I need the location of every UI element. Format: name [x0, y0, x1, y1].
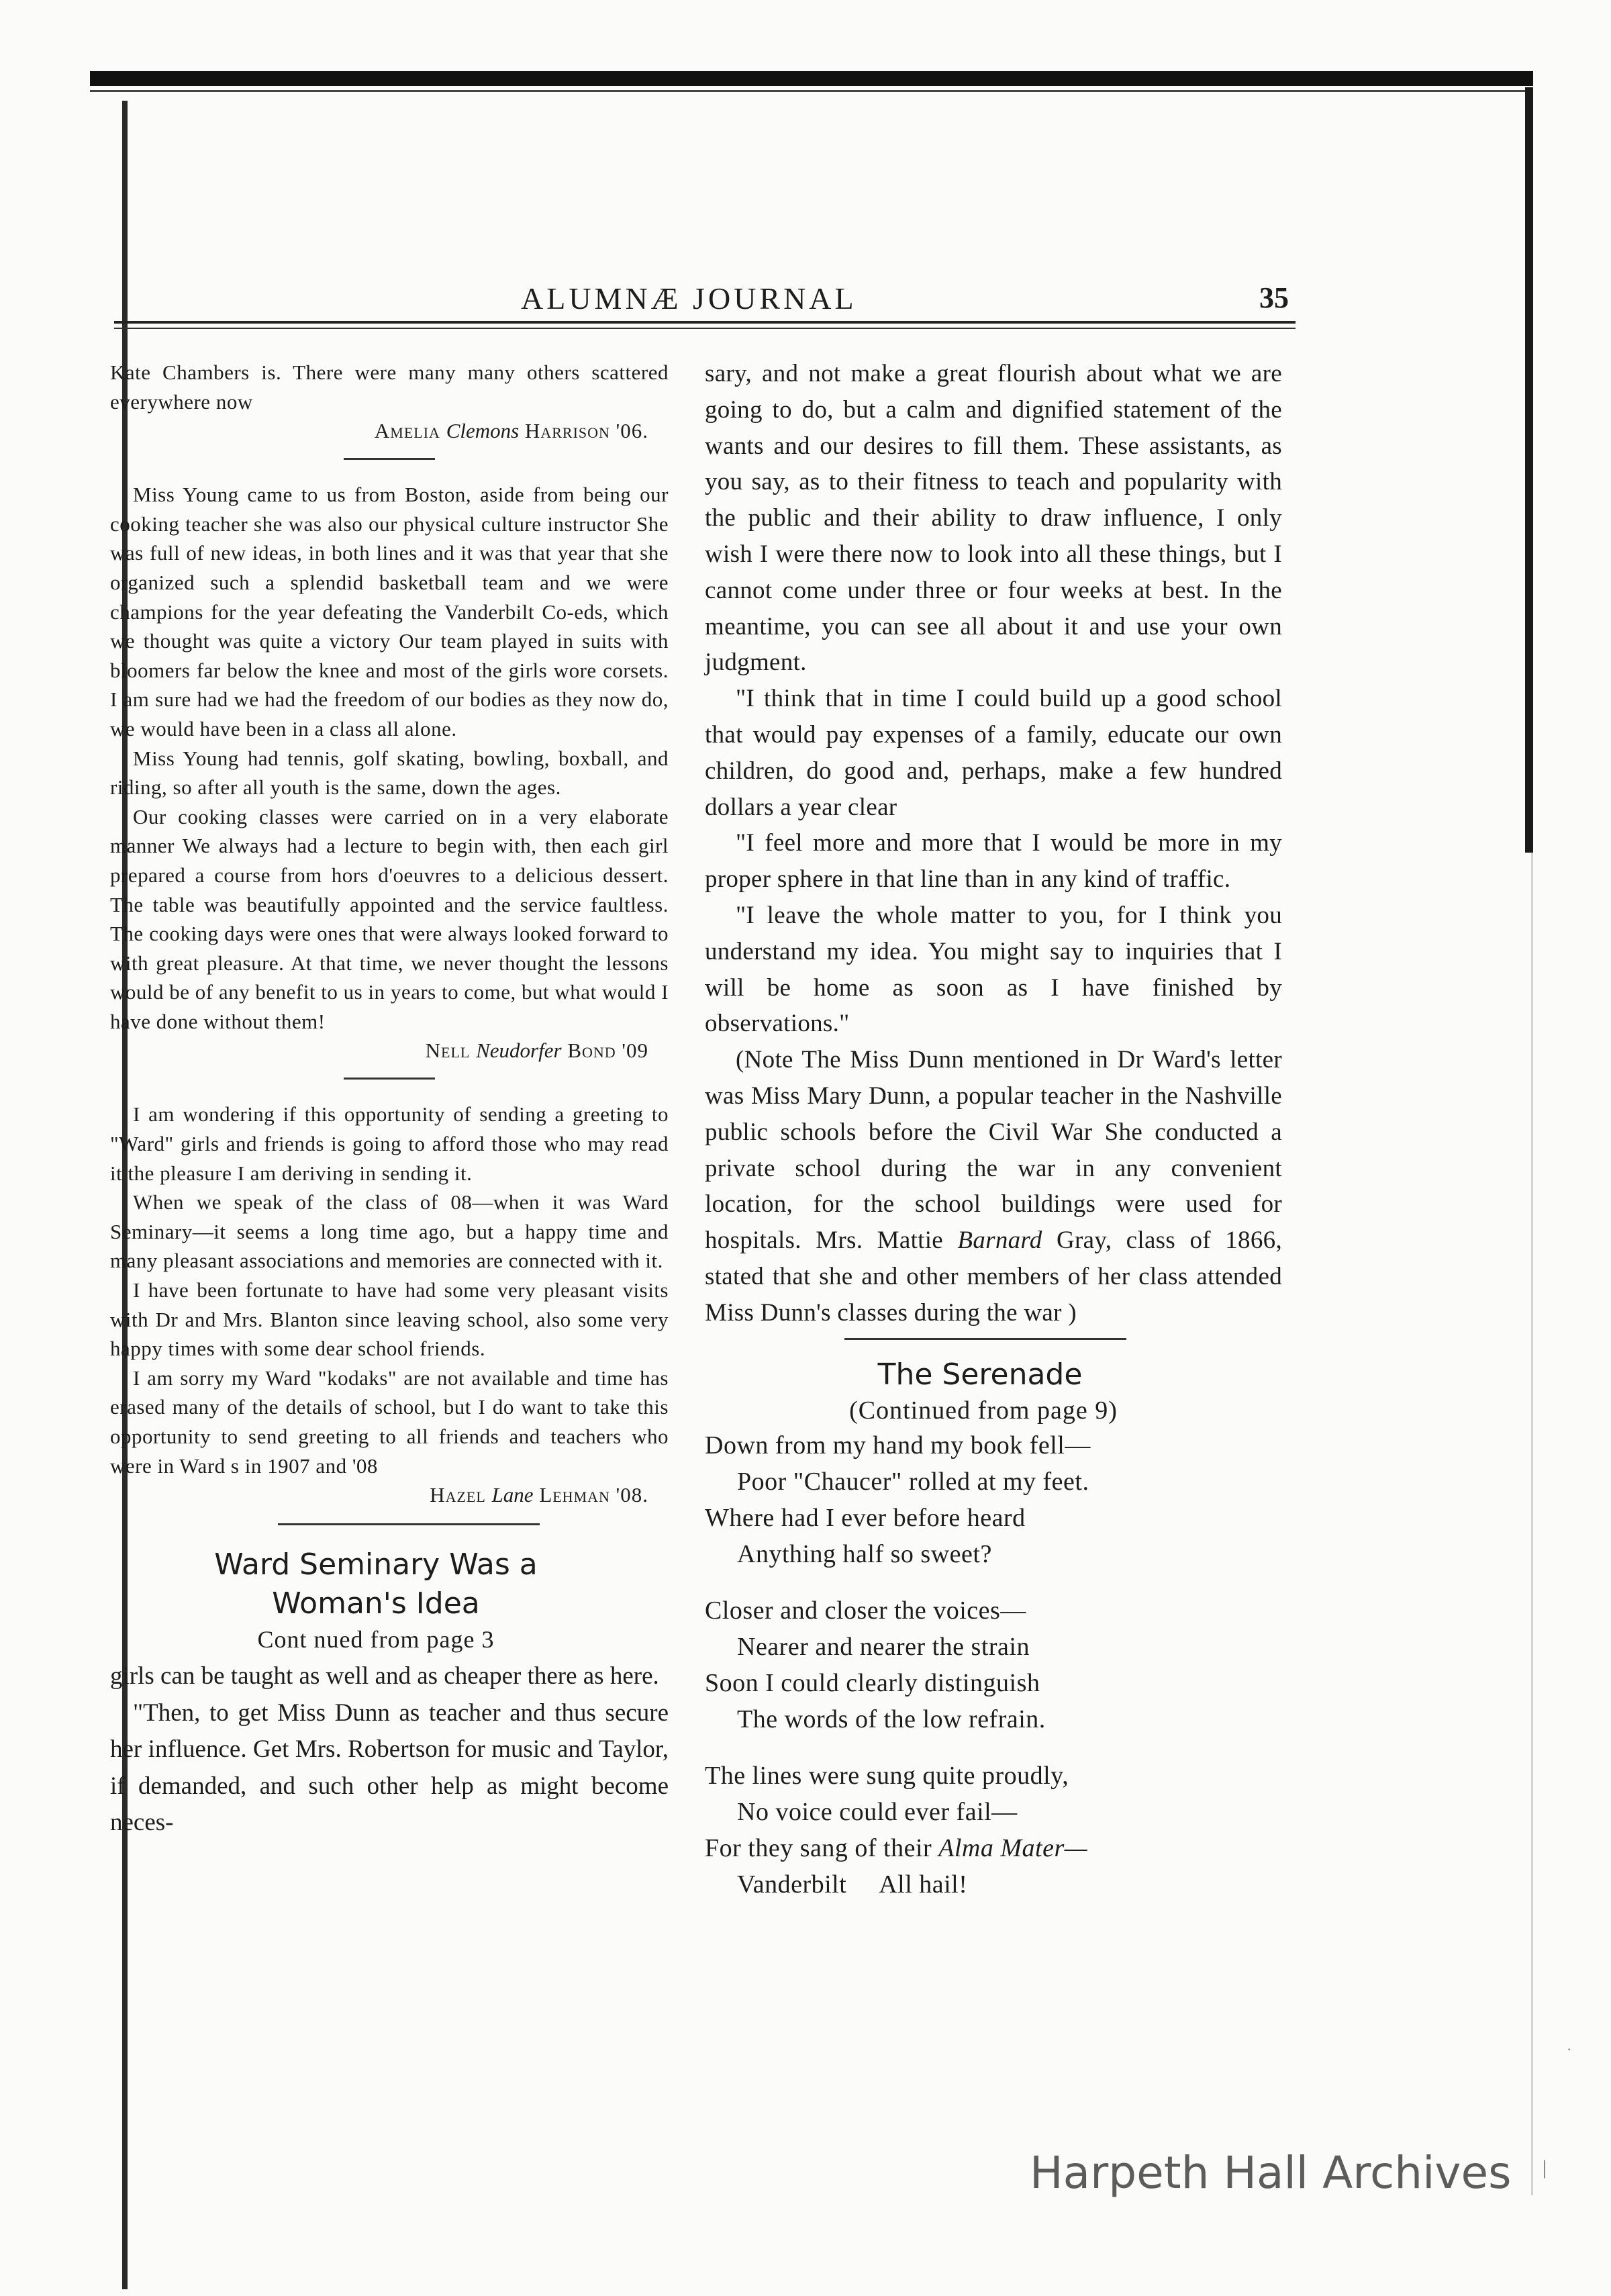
continued-note: Cont nued from page 3: [257, 1626, 495, 1654]
editor-note: (Note The Miss Dunn mentioned in Dr Ward's letter was Miss Mary Dunn, a popular teacher in the Nashville public schools before the Civil War She conducted a private school during the war in any convenient location, for the school buildings were used for hospitals. Mrs. Mattie Barnard Gray, class of 1866, stated that she and other members of her class attended Miss Dunn's classes during the war ): [705, 1046, 1282, 1327]
poem-line: Nearer and nearer the strain: [737, 1632, 1030, 1661]
article-paragraph: girls can be taught as well and as cheaper there as here.: [110, 1662, 659, 1690]
page-header: [114, 281, 1296, 321]
scan-mark: |: [1543, 2156, 1547, 2179]
article-paragraph: sary, and not make a great flourish about what we are going to do, but a calm and dignified statement of the wants and our desires to fill them. These assistants, as you say, as to their fitness to teach and popularity with the public and their ability to draw influence, I only wish I were there now to look into all these things, but I cannot come under three or four weeks at best. In the meantime, you can see all about it and use your own judgment.: [705, 360, 1282, 677]
header-rule: [114, 328, 1296, 329]
letter-paragraph: Kate Chambers is. There were many many others scattered everywhere now: [110, 361, 669, 414]
left-column: [110, 358, 669, 1841]
continued-note: (Continued from page 9): [849, 1396, 1118, 1425]
poem-line: Closer and closer the voices—: [705, 1596, 1026, 1625]
signature: Nell Neudorfer Bond '09: [425, 1039, 648, 1063]
letter-paragraph: Miss Young had tennis, golf skating, bowling, boxball, and riding, so after all youth is the same, down the ages.: [110, 746, 669, 800]
poem-line: Anything half so sweet?: [737, 1539, 992, 1568]
poem-stanza: [705, 1592, 1282, 1737]
article-paragraph: "I feel more and more that I would be more in my proper sphere in that line than in any kind of traffic.: [705, 829, 1282, 894]
poem-stanza: [705, 1427, 1282, 1572]
poem-line: Down from my hand my book fell—: [705, 1431, 1091, 1460]
letter-paragraph: Miss Young came to us from Boston, aside from being our cooking teacher she was also our physical culture instructor She was full of new ideas, in both lines and it was that year that she organized such a splendid basketball team and we were champions for the year defeating the Vanderbilt Co-eds, which we thought was quite a victory Our team played in suits with bloomers far below the knee and most of the girls wore corsets. I am sure had we had the freedom of our bodies as they now do, we would have been in a class all alone.: [110, 483, 669, 740]
poem-line: For they sang of their Alma Mater—: [705, 1833, 1088, 1862]
italic-surname: Barnard: [957, 1227, 1042, 1255]
poem-line: The words of the low refrain.: [737, 1705, 1046, 1733]
letter-paragraph: I am wondering if this opportunity of sending a greeting to "Ward" girls and friends is going to afford those who may read it the pleasure I am deriving in sending it.: [110, 1102, 669, 1185]
signature: Amelia Clemons Harrison '06.: [374, 419, 648, 443]
section-divider: [278, 1523, 540, 1525]
top-border-thin: [90, 90, 1533, 92]
scan-mark: ·: [1567, 2041, 1572, 2058]
poem-stanza: [705, 1758, 1282, 1903]
poem-line: No voice could ever fail—: [737, 1797, 1018, 1826]
right-margin-rule-faint: [1531, 853, 1533, 2195]
letter-paragraph: Our cooking classes were carried on in a very elaborate manner We always had a lecture to begin with, then each girl prepared a course from hors d'oeuvres to a delicious dessert. The table was beautifully appointed and the service faultless. The cooking days were ones that were always looked forward to with great pleasure. At that time, we never thought the lessons would be of any benefit to us in years to come, but what would I have done without them!: [110, 804, 669, 1033]
header-rule: [114, 321, 1296, 324]
signature: Hazel Lane Lehman '08.: [430, 1483, 648, 1507]
poem-line: Soon I could clearly distinguish: [705, 1668, 1040, 1697]
poem-line: Where had I ever before heard: [705, 1503, 1026, 1532]
right-margin-rule: [1525, 87, 1533, 853]
section-divider: [344, 458, 435, 460]
article-title: Woman's Idea: [272, 1586, 480, 1621]
article-paragraph: "Then, to get Miss Dunn as teacher and thus secure her influence. Get Mrs. Robertson for music and Taylor, if demanded, and such other help as might become neces-: [110, 1699, 669, 1837]
poem-title: The Serenade: [877, 1357, 1083, 1392]
poem-line: Vanderbilt All hail!: [737, 1870, 968, 1899]
article-paragraph: "I leave the whole matter to you, for I think you understand my idea. You might say to inquiries that I will be home as soon as I have finished by observations.": [705, 901, 1282, 1038]
letter-paragraph: When we speak of the class of 08—when it was Ward Seminary—it seems a long time ago, but a happy time and many pleasant associations and memories are connected with it.: [110, 1190, 669, 1273]
archive-watermark: Harpeth Hall Archives: [1030, 2147, 1512, 2199]
letter-paragraph: I am sorry my Ward "kodaks" are not available and time has erased many of the details of school, but I do want to take this opportunity to send greeting to all friends and teachers who were in Ward s in 1907 and '08: [110, 1366, 669, 1478]
section-divider: [344, 1078, 435, 1080]
poem-line: The lines were sung quite proudly,: [705, 1761, 1069, 1790]
letter-paragraph: I have been fortunate to have had some very pleasant visits with Dr and Mrs. Blanton since leaving school, also some very happy times with some dear school friends.: [110, 1278, 669, 1361]
article-paragraph: "I think that in time I could build up a good school that would pay expenses of a family, educate our own children, do good and, perhaps, make a few hundred dollars a year clear: [705, 685, 1282, 821]
journal-title: ALUMNÆ JOURNAL: [521, 281, 857, 316]
right-column: [705, 356, 1282, 1923]
top-border: [90, 71, 1533, 86]
poem-line: Poor "Chaucer" rolled at my feet.: [737, 1467, 1089, 1496]
page-number: 35: [1259, 281, 1289, 314]
article-title: Ward Seminary Was a: [214, 1547, 538, 1582]
section-divider: [844, 1338, 1126, 1340]
